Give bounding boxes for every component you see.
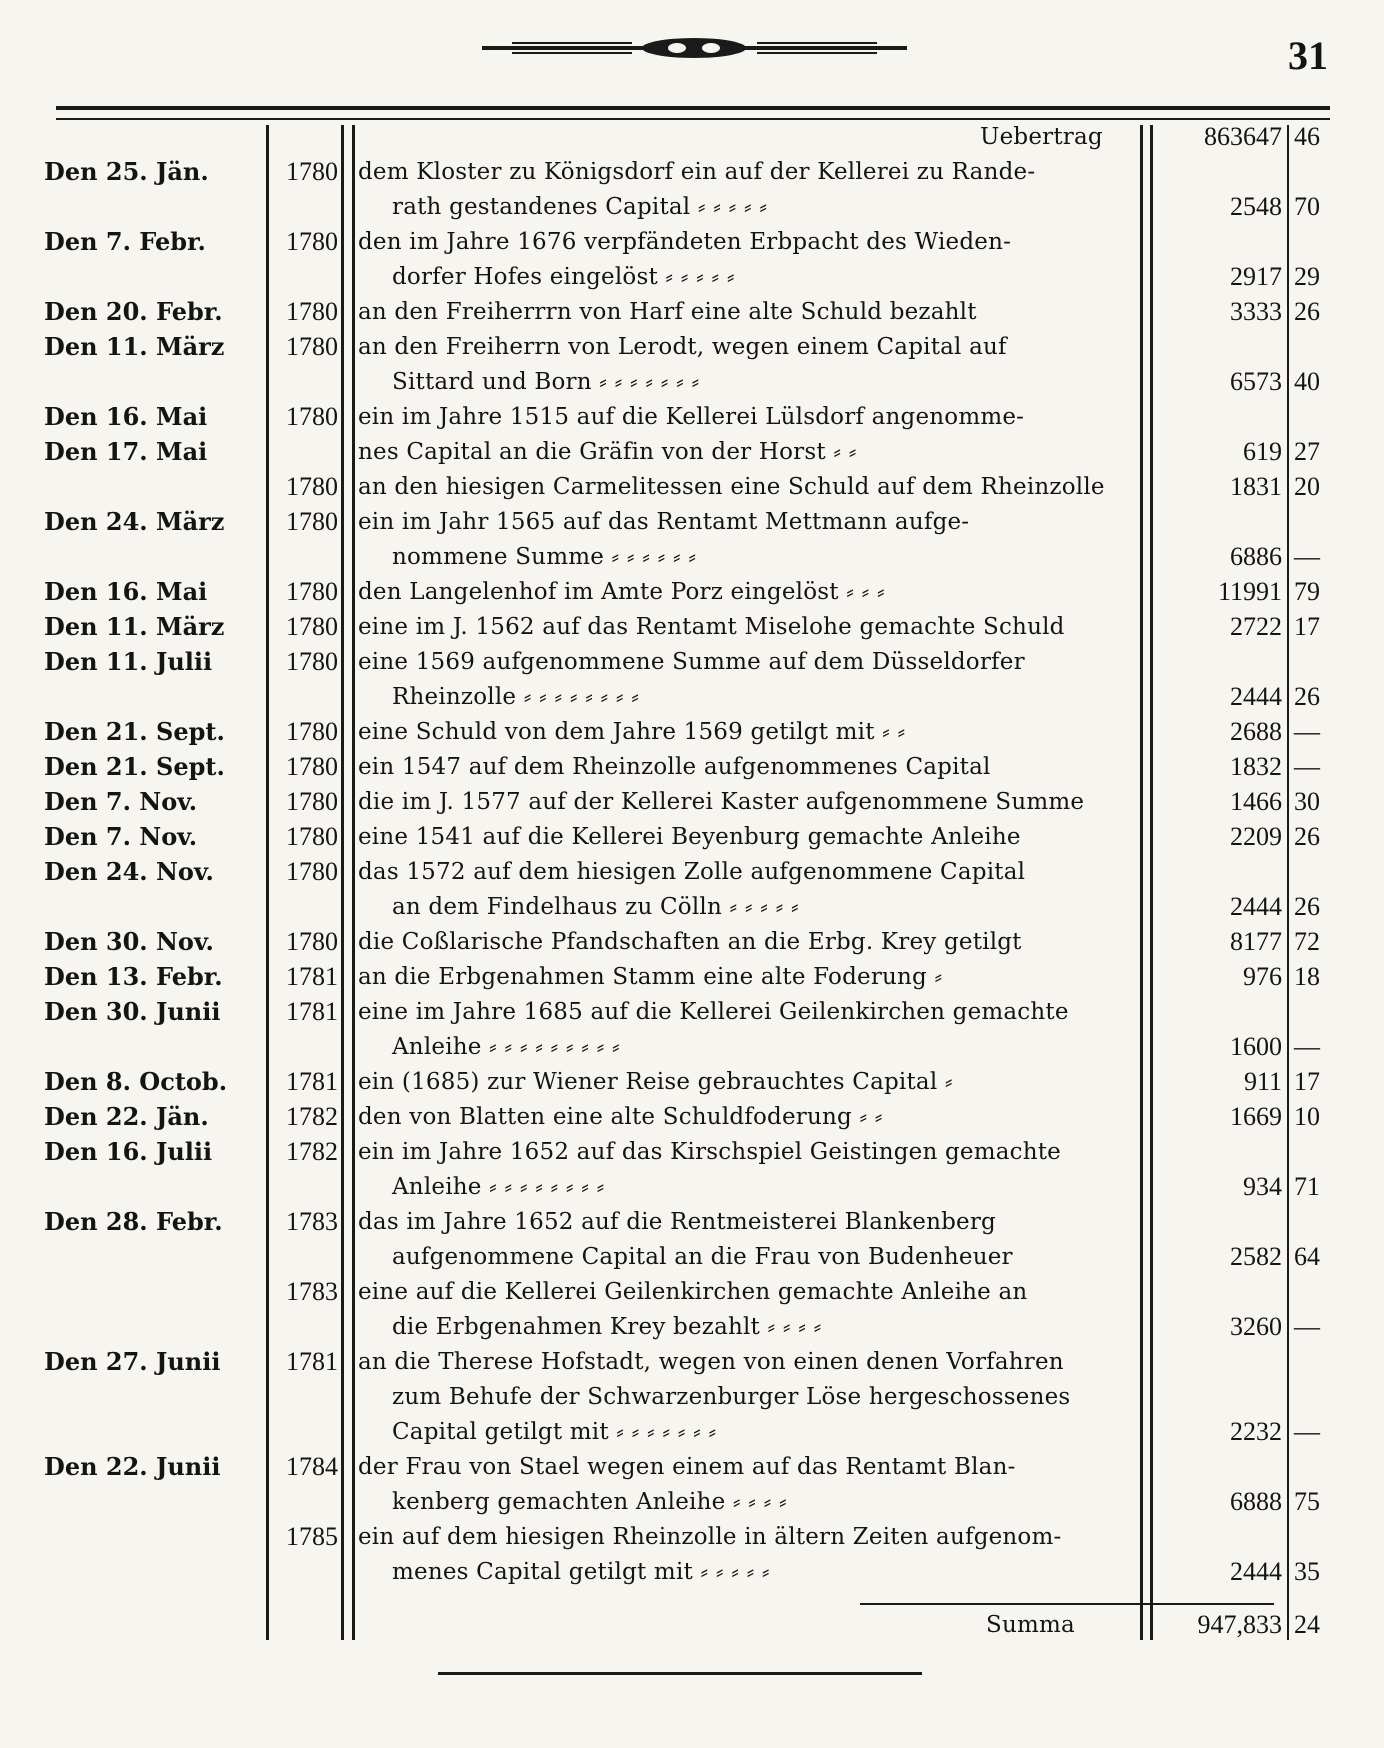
entry-description-line: nommene Summe ⸗ ⸗ ⸗ ⸗ ⸗ ⸗ (392, 544, 697, 570)
entry-date: Den 11. März (44, 332, 225, 361)
total-label: Summa (986, 1612, 1075, 1638)
entry-date: Den 7. Nov. (44, 822, 198, 851)
entry-date: Den 22. Junii (44, 1452, 221, 1481)
entry-cents: 29 (1294, 262, 1320, 291)
entry-cents: — (1294, 1312, 1320, 1341)
entry-date: Den 20. Febr. (44, 297, 223, 326)
entry-cents: 27 (1294, 437, 1320, 466)
entry-year: 1782 (286, 1102, 338, 1131)
entry-description-line: an den Freiherrn von Lerodt, wegen einem Capital auf (358, 334, 1007, 360)
entry-description-line: menes Capital getilgt mit ⸗ ⸗ ⸗ ⸗ ⸗ (392, 1559, 770, 1585)
carryover-cents: 46 (1294, 122, 1320, 151)
entry-year: 1780 (286, 612, 338, 641)
entry-description-line: Anleihe ⸗ ⸗ ⸗ ⸗ ⸗ ⸗ ⸗ ⸗ ⸗ (392, 1034, 620, 1060)
entry-amount: 2722 (1230, 612, 1282, 641)
entry-amount: 11991 (1217, 577, 1282, 606)
entry-year: 1780 (286, 787, 338, 816)
entry-date: Den 16. Mai (44, 577, 208, 606)
total-cents: 24 (1294, 1610, 1320, 1639)
entry-amount: 3333 (1230, 297, 1282, 326)
entry-description-line: ein im Jahr 1565 auf das Rentamt Mettmann aufge- (358, 509, 970, 535)
entry-description-line: ein im Jahre 1652 auf das Kirschspiel Geistingen gemachte (358, 1139, 1061, 1165)
entry-cents: 26 (1294, 822, 1320, 851)
entry-description-line: den Langelenhof im Amte Porz eingelöst ⸗ ⸗ ⸗ (358, 579, 885, 605)
entry-year: 1780 (286, 227, 338, 256)
entry-year: 1780 (286, 297, 338, 326)
entry-description-line: eine 1569 aufgenommene Summe auf dem Düsseldorfer (358, 649, 1025, 675)
carryover-amount: 863647 (1204, 122, 1282, 151)
entry-description-line: die Coßlarische Pfandschaften an die Erbg. Krey getilgt (358, 929, 1022, 955)
entry-date: Den 27. Junii (44, 1347, 221, 1376)
entry-amount: 934 (1243, 1172, 1282, 1201)
entry-amount: 2688 (1230, 717, 1282, 746)
entry-description-line: Rheinzolle ⸗ ⸗ ⸗ ⸗ ⸗ ⸗ ⸗ ⸗ (392, 684, 640, 710)
entry-year: 1780 (286, 507, 338, 536)
entry-year: 1780 (286, 332, 338, 361)
entry-amount: 1600 (1230, 1032, 1282, 1061)
entry-amount: 911 (1243, 1067, 1282, 1096)
entry-description-line: an dem Findelhaus zu Cölln ⸗ ⸗ ⸗ ⸗ ⸗ (392, 894, 799, 920)
entry-date: Den 30. Nov. (44, 927, 214, 956)
entry-cents: 71 (1294, 1172, 1320, 1201)
entry-description-line: aufgenommene Capital an die Frau von Budenheuer (392, 1244, 1013, 1270)
entry-date: Den 24. März (44, 507, 225, 536)
entry-amount: 6888 (1230, 1487, 1282, 1516)
entry-date: Den 16. Mai (44, 402, 208, 431)
entry-amount: 1832 (1230, 752, 1282, 781)
entry-year: 1780 (286, 752, 338, 781)
bottom-rule (438, 1672, 922, 1675)
entry-amount: 1831 (1230, 472, 1282, 501)
entry-year: 1780 (286, 857, 338, 886)
entry-year: 1780 (286, 822, 338, 851)
entry-cents: 64 (1294, 1242, 1320, 1271)
entry-description-line: an die Erbgenahmen Stamm eine alte Foderung ⸗ (358, 964, 943, 990)
entry-amount: 1669 (1230, 1102, 1282, 1131)
entry-amount: 2232 (1230, 1417, 1282, 1446)
entry-description-line: Anleihe ⸗ ⸗ ⸗ ⸗ ⸗ ⸗ ⸗ ⸗ (392, 1174, 605, 1200)
entry-cents: 75 (1294, 1487, 1320, 1516)
entry-description-line: eine im J. 1562 auf das Rentamt Miselohe gemachte Schuld (358, 614, 1065, 640)
total-amount: 947,833 (1197, 1610, 1282, 1639)
entry-description-line: den von Blatten eine alte Schuldfoderung ⸗ ⸗ (358, 1104, 883, 1130)
entry-amount: 2548 (1230, 192, 1282, 221)
entry-description-line: das im Jahre 1652 auf die Rentmeisterei Blankenberg (358, 1209, 996, 1235)
entry-date: Den 28. Febr. (44, 1207, 223, 1236)
entry-cents: 40 (1294, 367, 1320, 396)
carryover-label: Uebertrag (980, 124, 1103, 150)
entry-date: Den 21. Sept. (44, 752, 225, 781)
entry-amount: 2917 (1230, 262, 1282, 291)
entry-description-line: dorfer Hofes eingelöst ⸗ ⸗ ⸗ ⸗ ⸗ (392, 264, 735, 290)
entry-description-line: ein auf dem hiesigen Rheinzolle in ältern Zeiten aufgenom- (358, 1524, 1062, 1550)
entry-cents: 26 (1294, 297, 1320, 326)
entry-description-line: eine 1541 auf die Kellerei Beyenburg gemachte Anleihe (358, 824, 1021, 850)
entry-year: 1780 (286, 577, 338, 606)
entry-cents: — (1294, 542, 1320, 571)
entry-description-line: der Frau von Stael wegen einem auf das Rentamt Blan- (358, 1454, 1016, 1480)
entry-description-line: an den Freiherrrn von Harf eine alte Schuld bezahlt (358, 299, 977, 325)
page-number: 31 (1288, 33, 1328, 78)
entry-cents: 17 (1294, 1067, 1320, 1096)
entry-cents: 35 (1294, 1557, 1320, 1586)
entry-description-line: die im J. 1577 auf der Kellerei Kaster aufgenommene Summe (358, 789, 1085, 815)
entry-year: 1780 (286, 157, 338, 186)
entry-amount: 2209 (1230, 822, 1282, 851)
entry-description-line: eine Schuld von dem Jahre 1569 getilgt mit ⸗ ⸗ (358, 719, 906, 745)
entry-date: Den 25. Jän. (44, 157, 209, 186)
entry-date: Den 11. März (44, 612, 225, 641)
entry-year: 1780 (286, 472, 338, 501)
entry-cents: 18 (1294, 962, 1320, 991)
entry-date: Den 11. Julii (44, 647, 213, 676)
entry-description-line: eine im Jahre 1685 auf die Kellerei Geilenkirchen gemachte (358, 999, 1069, 1025)
entry-year: 1782 (286, 1137, 338, 1166)
entry-year: 1781 (286, 962, 338, 991)
entry-date: Den 30. Junii (44, 997, 221, 1026)
entry-year: 1780 (286, 402, 338, 431)
entry-year: 1781 (286, 1067, 338, 1096)
entry-amount: 2444 (1230, 682, 1282, 711)
entry-cents: 30 (1294, 787, 1320, 816)
entry-description-line: den im Jahre 1676 verpfändeten Erbpacht des Wieden- (358, 229, 1012, 255)
entry-amount: 2444 (1230, 1557, 1282, 1586)
entry-description-line: ein 1547 auf dem Rheinzolle aufgenommenes Capital (358, 754, 991, 780)
entry-description-line: ein im Jahre 1515 auf die Kellerei Lülsdorf angenomme- (358, 404, 1025, 430)
entry-date: Den 8. Octob. (44, 1067, 228, 1096)
entry-cents: 20 (1294, 472, 1320, 501)
entry-date: Den 22. Jän. (44, 1102, 209, 1131)
entry-description-line: eine auf die Kellerei Geilenkirchen gemachte Anleihe an (358, 1279, 1028, 1305)
entry-year: 1783 (286, 1277, 338, 1306)
entry-year: 1785 (286, 1522, 338, 1551)
entry-description-line: an den hiesigen Carmelitessen eine Schuld auf dem Rheinzolle (358, 474, 1105, 500)
entry-description-line: Sittard und Born ⸗ ⸗ ⸗ ⸗ ⸗ ⸗ ⸗ (392, 369, 700, 395)
entry-amount: 619 (1243, 437, 1282, 466)
entry-cents: — (1294, 1032, 1320, 1061)
entry-year: 1781 (286, 1347, 338, 1376)
entry-amount: 6886 (1230, 542, 1282, 571)
entry-amount: 1466 (1230, 787, 1282, 816)
entry-date: Den 24. Nov. (44, 857, 214, 886)
entry-cents: 17 (1294, 612, 1320, 641)
entry-description-line: an die Therese Hofstadt, wegen von einen denen Vorfahren (358, 1349, 1064, 1375)
entry-year: 1780 (286, 927, 338, 956)
entry-amount: 6573 (1230, 367, 1282, 396)
entry-date: Den 13. Febr. (44, 962, 223, 991)
entry-year: 1781 (286, 997, 338, 1026)
entry-description-line: Capital getilgt mit ⸗ ⸗ ⸗ ⸗ ⸗ ⸗ ⸗ (392, 1419, 717, 1445)
entry-amount: 976 (1243, 962, 1282, 991)
entry-date: Den 16. Julii (44, 1137, 213, 1166)
entry-amount: 2582 (1230, 1242, 1282, 1271)
entry-year: 1783 (286, 1207, 338, 1236)
entry-cents: 79 (1294, 577, 1320, 606)
entry-description-line: dem Kloster zu Königsdorf ein auf der Kellerei zu Rande- (358, 159, 1036, 185)
entry-description-line: die Erbgenahmen Krey bezahlt ⸗ ⸗ ⸗ ⸗ (392, 1314, 822, 1340)
entry-cents: — (1294, 717, 1320, 746)
entry-year: 1784 (286, 1452, 338, 1481)
entry-date: Den 17. Mai (44, 437, 208, 466)
entry-date: Den 7. Nov. (44, 787, 198, 816)
entry-cents: 26 (1294, 682, 1320, 711)
entry-cents: 70 (1294, 192, 1320, 221)
entry-description-line: zum Behufe der Schwarzenburger Löse hergeschossenes (392, 1384, 1071, 1410)
entry-description-line: nes Capital an die Gräfin von der Horst ⸗ ⸗ (358, 439, 857, 465)
entry-description-line: das 1572 auf dem hiesigen Zolle aufgenommene Capital (358, 859, 1026, 885)
entry-year: 1780 (286, 717, 338, 746)
entry-cents: 26 (1294, 892, 1320, 921)
entry-cents: — (1294, 752, 1320, 781)
entry-amount: 3260 (1230, 1312, 1282, 1341)
entry-description-line: kenberg gemachten Anleihe ⸗ ⸗ ⸗ ⸗ (392, 1489, 787, 1515)
entry-date: Den 7. Febr. (44, 227, 206, 256)
entry-amount: 2444 (1230, 892, 1282, 921)
sum-rule (860, 1603, 1274, 1605)
entry-year: 1780 (286, 647, 338, 676)
entry-amount: 8177 (1230, 927, 1282, 956)
entry-cents: 10 (1294, 1102, 1320, 1131)
entry-cents: — (1294, 1417, 1320, 1446)
entry-cents: 72 (1294, 927, 1320, 956)
entry-date: Den 21. Sept. (44, 717, 225, 746)
entry-description-line: ein (1685) zur Wiener Reise gebrauchtes Capital ⸗ (358, 1069, 953, 1095)
entry-description-line: rath gestandenes Capital ⸗ ⸗ ⸗ ⸗ ⸗ (392, 194, 768, 220)
